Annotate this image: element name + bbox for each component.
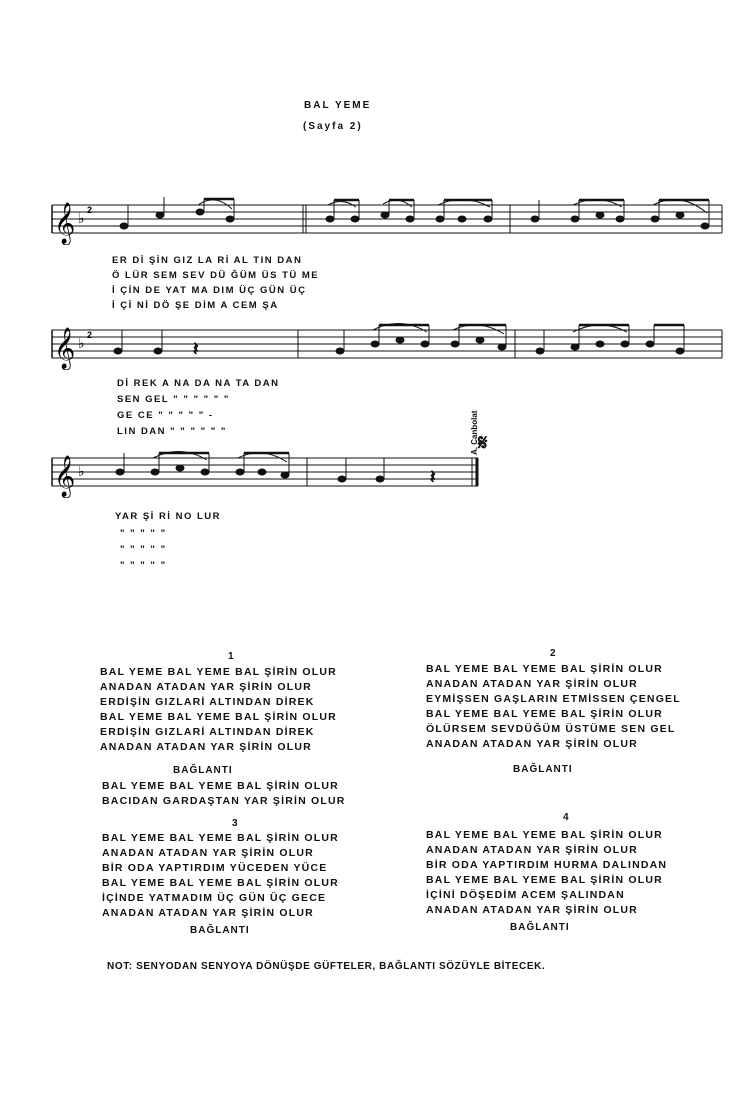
verse-line: BAL YEME BAL YEME BAL ŞİRİN OLUR bbox=[426, 708, 663, 720]
verse-4 bbox=[426, 828, 667, 918]
verse-line: BAL YEME BAL YEME BAL ŞİRİN OLUR bbox=[100, 711, 337, 723]
verse-line: BİR ODA YAPTIRDIM HURMA DALINDAN bbox=[426, 859, 668, 871]
verse-line: BACIDAN GARDAŞTAN YAR ŞİRİN OLUR bbox=[102, 795, 346, 807]
quarter-rest-icon: 𝄽 bbox=[193, 339, 199, 360]
time-signature: 2 bbox=[87, 205, 93, 215]
verse-line: ANADAN ATADAN YAR ŞİRİN OLUR bbox=[102, 847, 314, 859]
verse-1 bbox=[100, 665, 337, 755]
verse-line: BAL YEME BAL YEME BAL ŞİRİN OLUR bbox=[426, 663, 663, 675]
lyrics-line: " " " " " bbox=[120, 544, 167, 555]
verse-line: BAL YEME BAL YEME BAL ŞİRİN OLUR bbox=[100, 666, 337, 678]
lyrics-line: YAR Şİ Rİ NO LUR bbox=[115, 511, 221, 522]
page-subtitle: (Sayfa 2) bbox=[303, 121, 363, 132]
verse-line: EYMİŞSEN GAŞLARIN ETMİSSEN ÇENGEL bbox=[426, 693, 681, 705]
verse-number: 3 bbox=[232, 818, 239, 829]
music-staff-system-1 bbox=[0, 195, 750, 245]
refrain-label: BAĞLANTI bbox=[173, 765, 233, 776]
verse-line: BAL YEME BAL YEME BAL ŞİRİN OLUR bbox=[102, 832, 339, 844]
lyrics-line: Dİ REK A NA DA NA TA DAN bbox=[117, 378, 280, 389]
refrain-label: BAĞLANTI bbox=[510, 922, 570, 933]
music-staff-system-2 bbox=[0, 320, 750, 370]
verse-line: ERDİŞİN GIZLARİ ALTINDAN DİREK bbox=[100, 726, 315, 738]
composer-mark: A. Canbolat bbox=[470, 410, 479, 455]
verse-line: BAL YEME BAL YEME BAL ŞİRİN OLUR bbox=[426, 829, 663, 841]
quarter-rest-icon: 𝄽 bbox=[430, 467, 436, 488]
verse-line: BAL YEME BAL YEME BAL ŞİRİN OLUR bbox=[102, 780, 339, 792]
music-staff-system-3 bbox=[0, 448, 750, 498]
verse-line: ÖLÜRSEM SEVDÜĞÜM ÜSTÜME SEN GEL bbox=[426, 723, 676, 735]
treble-clef-icon: 𝄞 bbox=[54, 456, 76, 497]
lyrics-line: Ö LÜR SEM SEV DÜ ĞÜM ÜS TÜ ME bbox=[112, 270, 320, 281]
verse-number: 4 bbox=[563, 812, 570, 823]
lyrics-line: İ Çİ Nİ DÖ ŞE DİM A CEM ŞA bbox=[112, 300, 279, 311]
verse-line: ANADAN ATADAN YAR ŞİRİN OLUR bbox=[100, 681, 312, 693]
verse-2 bbox=[426, 662, 681, 752]
lyrics-line: GE CE " " " " " - bbox=[117, 410, 214, 421]
treble-clef-icon: 𝄞 bbox=[54, 328, 76, 369]
notes-system-1 bbox=[120, 197, 709, 229]
slurs-system-1 bbox=[198, 199, 707, 213]
lyrics-line: " " " " " bbox=[120, 560, 167, 571]
lyrics-line: İ ÇİN DE YAT MA DIM ÜÇ GÜN ÜÇ bbox=[112, 285, 307, 296]
time-signature: 2 bbox=[87, 330, 93, 340]
verse-line: ANADAN ATADAN YAR ŞİRİN OLUR bbox=[426, 844, 638, 856]
verse-line: İÇİNDE YATMADIM ÜÇ GÜN ÜÇ GECE bbox=[102, 892, 327, 904]
refrain bbox=[102, 779, 346, 809]
verse-line: ANADAN ATADAN YAR ŞİRİN OLUR bbox=[426, 904, 638, 916]
verse-line: ANADAN ATADAN YAR ŞİRİN OLUR bbox=[426, 678, 638, 690]
verse-number: 1 bbox=[228, 651, 235, 662]
verse-line: BİR ODA YAPTIRDIM YÜCEDEN YÜCE bbox=[102, 862, 328, 874]
lyrics-line: LIN DAN " " " " " " bbox=[117, 426, 227, 437]
lyrics-line: " " " " " bbox=[120, 528, 167, 539]
flat-sign-icon: ♭ bbox=[78, 336, 85, 352]
verse-line: ANADAN ATADAN YAR ŞİRİN OLUR bbox=[100, 741, 312, 753]
lyrics-line: SEN GEL " " " " " " bbox=[117, 394, 230, 405]
page-title: BAL YEME bbox=[304, 100, 372, 111]
verse-line: BAL YEME BAL YEME BAL ŞİRİN OLUR bbox=[102, 877, 339, 889]
flat-sign-icon: ♭ bbox=[78, 464, 85, 480]
verse-line: İÇİNİ DÖŞEDİM ACEM ŞALINDAN bbox=[426, 889, 625, 901]
verse-3 bbox=[102, 831, 339, 921]
segno-icon: 𝄋 bbox=[478, 430, 489, 456]
verse-number: 2 bbox=[550, 648, 557, 659]
verse-line: ANADAN ATADAN YAR ŞİRİN OLUR bbox=[102, 907, 314, 919]
refrain-label: BAĞLANTI bbox=[513, 764, 573, 775]
verse-line: ERDİŞİN GIZLARİ ALTINDAN DİREK bbox=[100, 696, 315, 708]
treble-clef-icon: 𝄞 bbox=[54, 203, 76, 244]
refrain-label: BAĞLANTI bbox=[190, 925, 250, 936]
lyrics-line: ER Dİ ŞİN GIZ LA Rİ AL TIN DAN bbox=[112, 255, 303, 266]
verse-line: ANADAN ATADAN YAR ŞİRİN OLUR bbox=[426, 738, 638, 750]
flat-sign-icon: ♭ bbox=[78, 211, 85, 227]
footnote: NOT: SENYODAN SENYOYA DÖNÜŞDE GÜFTELER, BAĞLANTI SÖZÜYLE BİTECEK. bbox=[107, 961, 546, 972]
verse-line: BAL YEME BAL YEME BAL ŞİRİN OLUR bbox=[426, 874, 663, 886]
